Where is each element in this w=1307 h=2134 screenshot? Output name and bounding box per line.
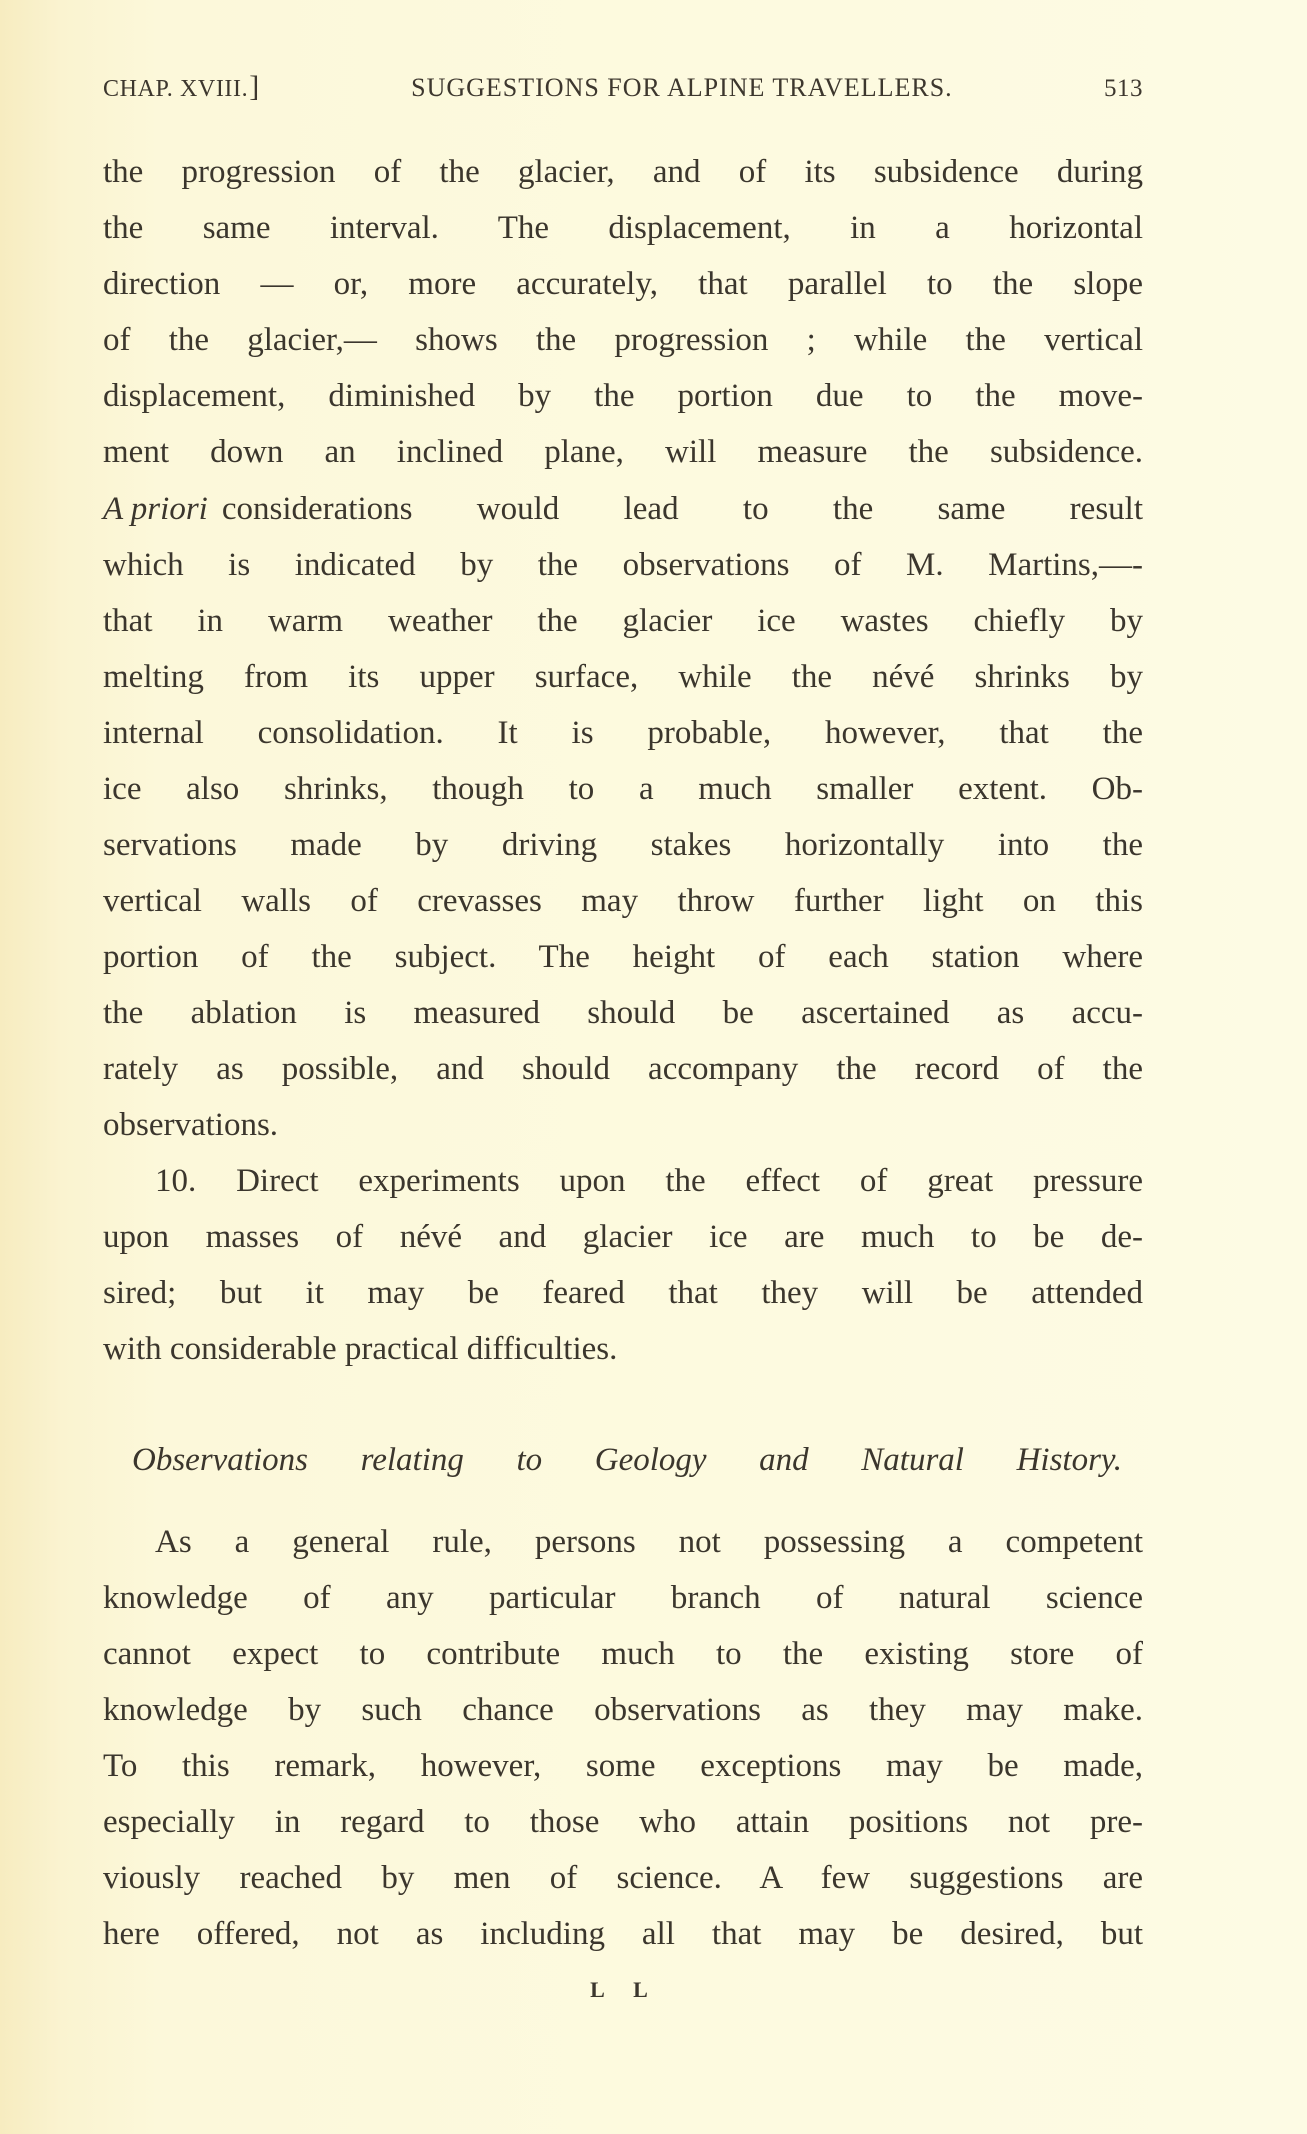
text-line: that in warm weather the glacier ice wastes chiefly by <box>103 603 1143 639</box>
text-line: viously reached by men of science. A few suggestions are <box>103 1860 1143 1896</box>
text-line: rately as possible, and should accompany the record of the <box>103 1051 1143 1087</box>
chapter-number: CHAP. XVIII. <box>103 76 249 102</box>
text-line-rest: considerations would lead to the same result <box>221 491 1143 527</box>
running-title: SUGGESTIONS FOR ALPINE TRAVELLERS. <box>411 73 953 102</box>
section-heading: Observations relating to Geology and Natural History. <box>132 1442 1122 1478</box>
text-line: here offered, not as including all that may be desired, but <box>103 1916 1143 1952</box>
text-line: 10. Direct experiments upon the effect of great pressure <box>155 1163 1143 1199</box>
text-line: of the glacier,— shows the progression ; while the vertical <box>103 322 1143 358</box>
text-line: To this remark, however, some exceptions may be made, <box>103 1748 1143 1784</box>
text-line: upon masses of névé and glacier ice are much to be de- <box>103 1219 1143 1255</box>
text-line: ment down an inclined plane, will measure the subsidence. <box>103 434 1143 470</box>
text-line: melting from its upper surface, while the névé shrinks by <box>103 659 1143 695</box>
text-line: which is indicated by the observations of M. Martins,—- <box>103 547 1143 583</box>
signature-mark: L L <box>590 1977 660 2002</box>
text-line: with considerable practical difficulties. <box>103 1331 618 1367</box>
text-line: vertical walls of crevasses may throw further light on this <box>103 883 1143 919</box>
text-line: knowledge of any particular branch of natural science <box>103 1580 1143 1616</box>
text-line: the ablation is measured should be ascertained as accu- <box>103 995 1143 1031</box>
text-line: knowledge by such chance observations as they may make. <box>103 1692 1143 1728</box>
text-line: observations. <box>103 1107 279 1143</box>
text-line: displacement, diminished by the portion due to the move- <box>103 378 1143 414</box>
text-line: cannot expect to contribute much to the existing store of <box>103 1636 1143 1672</box>
text-line: As a general rule, persons not possessing a competent <box>155 1524 1143 1560</box>
text-line: especially in regard to those who attain positions not pre- <box>103 1804 1143 1840</box>
text-line: the progression of the glacier, and of its subsidence during <box>103 154 1143 190</box>
chapter-label <box>103 70 260 104</box>
text-line: portion of the subject. The height of each station where <box>103 939 1143 975</box>
page-number: 513 <box>1104 75 1143 102</box>
text-line: ice also shrinks, though to a much smaller extent. Ob- <box>103 771 1143 807</box>
italic-phrase: A priori <box>103 491 208 527</box>
running-header <box>103 70 1143 106</box>
text-line: direction — or, more accurately, that parallel to the slope <box>103 266 1143 302</box>
text-line-a-priori <box>103 481 1143 537</box>
text-line: the same interval. The displacement, in a horizontal <box>103 210 1143 246</box>
chapter-bracket: ] <box>249 70 260 103</box>
text-line: sired; but it may be feared that they will be attended <box>103 1275 1143 1311</box>
text-line: servations made by driving stakes horizontally into the <box>103 827 1143 863</box>
text-line: internal consolidation. It is probable, however, that the <box>103 715 1143 751</box>
